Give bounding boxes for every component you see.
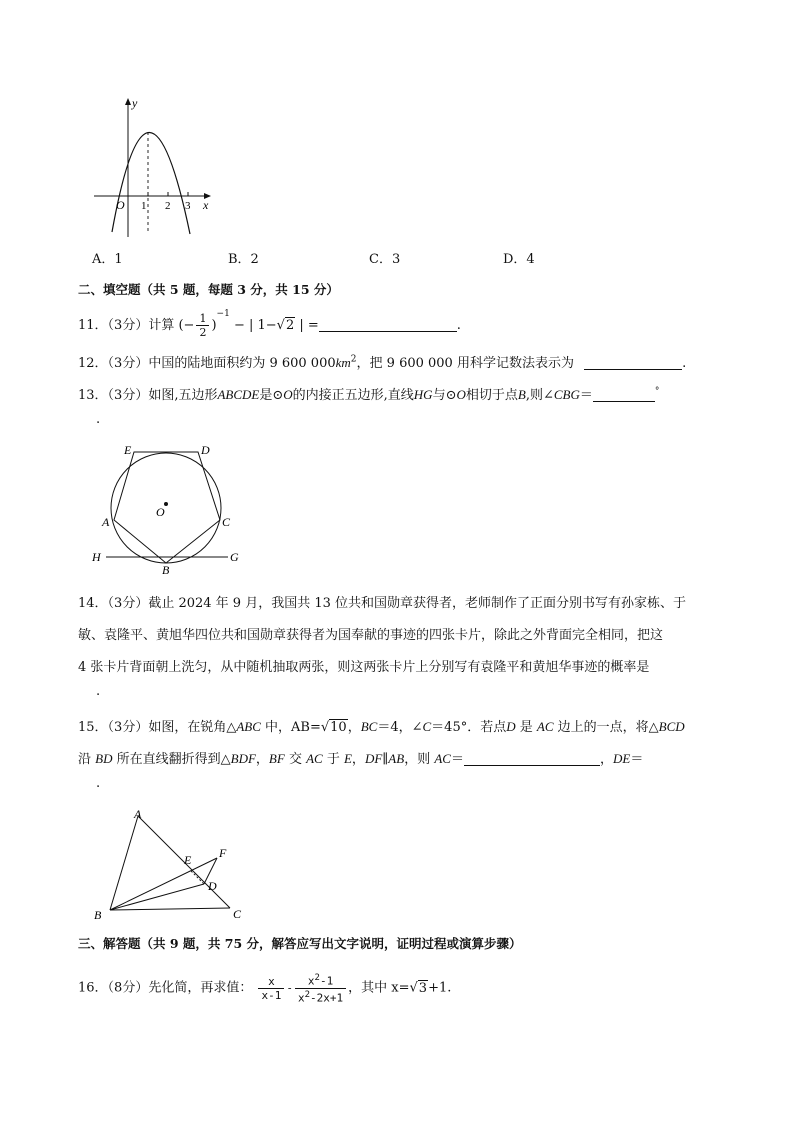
question-14-line-1: 14．（3分）截止 2024 年 9 月，我国共 13 位共和国勋章获得者，老师制作了正面分别书写有孙家栋、于 bbox=[78, 596, 687, 611]
choice-c: C．3 bbox=[369, 252, 401, 267]
q15-bf: BF bbox=[268, 751, 285, 766]
q12-unit: km bbox=[335, 355, 351, 370]
tri-label-f: F bbox=[219, 846, 227, 860]
q15-t4: ＝4，∠ bbox=[377, 720, 423, 735]
q13-text-2: 是⊙ bbox=[259, 388, 284, 403]
q16-text: 16．（8分）先化简，再求值： bbox=[78, 980, 253, 996]
question-12 bbox=[78, 352, 686, 371]
q15-u9: ＝ bbox=[450, 752, 464, 767]
q15-ac: AC bbox=[536, 719, 554, 734]
q15-ab: AB bbox=[388, 751, 405, 766]
q15-bd: BD bbox=[95, 751, 113, 766]
label-g: G bbox=[230, 550, 239, 564]
q15-u1: 沿 bbox=[78, 752, 96, 767]
label-e: E bbox=[124, 443, 132, 457]
choice-a: A．1 bbox=[92, 252, 123, 267]
pentagon-circle-figure bbox=[88, 440, 248, 580]
q16-root: 3 bbox=[418, 980, 428, 996]
q16-tail: ，其中 x= bbox=[348, 980, 410, 996]
q13-b: B bbox=[517, 387, 526, 402]
q13-degree: ° bbox=[654, 386, 660, 397]
tri-label-c: C bbox=[233, 907, 242, 921]
q16-f1-num: x bbox=[258, 975, 284, 989]
parabola-graph bbox=[90, 92, 220, 240]
q16-f2-num-sup: 2 bbox=[314, 973, 320, 983]
label-c: C bbox=[222, 515, 231, 529]
triangle-figure bbox=[90, 802, 250, 928]
q11-number: 11． bbox=[78, 318, 108, 333]
q16-f2-den-sup: 2 bbox=[304, 989, 311, 1000]
q15-t5: ＝45°．若点 bbox=[431, 720, 507, 735]
q15-t7: 边上的一点，将△ bbox=[553, 720, 659, 735]
q15-u8: ，则 bbox=[404, 752, 435, 767]
q15-t6: 是 bbox=[515, 720, 537, 735]
axis-x-label: x bbox=[203, 198, 209, 212]
q15-e: E bbox=[343, 751, 352, 766]
q11-rparen: ) bbox=[211, 318, 217, 333]
q11-score: （3分）计算 bbox=[107, 318, 175, 333]
q16-f2-den-tail: -2x+1 bbox=[310, 991, 344, 1005]
q11-frac-den: 2 bbox=[199, 326, 207, 339]
q15-bc: BC bbox=[360, 719, 378, 734]
tick-1-label: 1 bbox=[141, 200, 147, 212]
q15-d: D bbox=[506, 719, 516, 734]
q16-fraction-2 bbox=[295, 972, 346, 1004]
question-14-line-3: 4 张卡片背面朝上洗匀，从中随机抽取两张，则这两张卡片上分别写有袁隆平和黄旭华事迹的概率是 bbox=[78, 660, 650, 675]
q16-end: +1. bbox=[428, 980, 452, 996]
question-11: 11．（3分）计算 (− $\frac{1}{2}$ )$^{-1}$ − | 1−√2 | = . bbox=[78, 308, 461, 339]
q16-fraction-1 bbox=[258, 975, 284, 1002]
q13-text-6: ,则∠ bbox=[525, 388, 554, 403]
q13-text-4: 与⊙ bbox=[432, 388, 457, 403]
q13-text-5: 相切于点 bbox=[465, 388, 518, 403]
q12-answer-blank[interactable] bbox=[584, 355, 682, 370]
q13-o2: O bbox=[456, 387, 466, 402]
q13-text-1: （3分）如图,五边形 bbox=[107, 388, 218, 403]
question-14-line-2: 敏、袁隆平、黄旭华四位共和国勋章获得者为国奉献的事迹的四张卡片，除此之外背面完全相同，把这 bbox=[78, 628, 664, 643]
q11-frac-num: 1 bbox=[196, 312, 209, 326]
tick-3-label: 3 bbox=[185, 200, 191, 212]
q13-trailing-dot: . bbox=[96, 412, 101, 427]
label-o: O bbox=[156, 505, 165, 519]
q11-root: 2 bbox=[285, 318, 295, 333]
tri-label-e: E bbox=[184, 853, 192, 867]
q15-u3: ， bbox=[255, 752, 269, 767]
tick-2-label: 2 bbox=[165, 200, 171, 212]
q12-text: （3分）中国的陆地面积约为 9 600 000 bbox=[107, 356, 336, 371]
tri-label-b: B bbox=[94, 908, 102, 922]
choice-b: B．2 bbox=[228, 252, 259, 267]
question-13 bbox=[78, 384, 659, 403]
q15-u5: 于 bbox=[322, 752, 344, 767]
choice-d: D．4 bbox=[503, 252, 535, 267]
q15-ac2: AC bbox=[306, 751, 323, 766]
q16-f2-num-tail: -1 bbox=[319, 974, 334, 988]
q11-end: . bbox=[456, 318, 461, 333]
q15-t2: 中，AB= bbox=[260, 720, 321, 735]
q11-answer-blank[interactable] bbox=[319, 317, 457, 332]
q15-bdf: BDF bbox=[230, 751, 256, 766]
q13-abcde: ABCDE bbox=[217, 387, 260, 402]
q12-unit-sup: 2 bbox=[350, 354, 357, 365]
q13-hg: HG bbox=[413, 387, 433, 402]
q15-c: C bbox=[422, 719, 432, 734]
q14-trailing-dot: . bbox=[96, 684, 101, 699]
question-16: 16．（8分）先化简，再求值： $\frac{x}{x-1}$ - $\frac{x^2-1}{x^2-2x+1}$ ，其中 x=√3+1. bbox=[78, 973, 452, 1005]
tri-label-a: A bbox=[134, 807, 142, 821]
q15-answer-blank-ac[interactable] bbox=[464, 751, 600, 766]
q15-df: DF bbox=[364, 751, 383, 766]
q15-abc: ABC bbox=[236, 719, 261, 734]
label-h: H bbox=[92, 550, 101, 564]
q15-de: DE bbox=[612, 751, 631, 766]
origin-label: O bbox=[116, 198, 125, 212]
q13-text-3: 的内接正五边形,直线 bbox=[292, 388, 414, 403]
q15-root: 10 bbox=[330, 720, 347, 735]
label-a: A bbox=[102, 515, 110, 529]
q16-f2-num-x: x bbox=[307, 974, 315, 988]
label-d: D bbox=[201, 443, 210, 457]
q11-neg: − bbox=[183, 318, 195, 333]
q15-t1: 15．（3分）如图，在锐角△ bbox=[78, 720, 237, 735]
tri-label-d: D bbox=[208, 879, 217, 893]
q13-cbg: CBG bbox=[553, 387, 580, 402]
q11-lparen: ( bbox=[178, 318, 184, 333]
q13-answer-blank[interactable] bbox=[593, 387, 655, 402]
label-b: B bbox=[162, 563, 170, 577]
q13-number: 13． bbox=[78, 388, 108, 403]
q13-o: O bbox=[283, 387, 293, 402]
q15-u10: ， bbox=[599, 752, 613, 767]
q15-bcd: BCD bbox=[658, 719, 685, 734]
q15-u2: 所在直线翻折得到△ bbox=[112, 752, 231, 767]
q15-u7: ∥ bbox=[382, 752, 389, 767]
q16-f2-den-x: x bbox=[297, 991, 305, 1005]
question-15-line-2 bbox=[78, 748, 643, 767]
q15-trailing-dot: . bbox=[96, 776, 101, 791]
question-15-line-1: 15．（3分）如图，在锐角△ABC 中，AB=√10，BC＝4，∠C＝45°．若点D 是 AC 边上的一点，将△BCD bbox=[78, 719, 685, 735]
q15-u11: ＝ bbox=[630, 752, 644, 767]
section-3-heading: 三、解答题（共 9 题，共 75 分，解答应写出文字说明，证明过程或演算步骤） bbox=[78, 936, 522, 951]
q15-u6: ， bbox=[351, 752, 365, 767]
q12-text2: ，把 9 600 000 用科学记数法表示为 bbox=[356, 356, 574, 371]
q11-fraction bbox=[196, 312, 209, 339]
q12-end: . bbox=[682, 356, 687, 371]
q11-tail: | = bbox=[295, 318, 319, 333]
q15-t3: ， bbox=[347, 720, 361, 735]
section-2-heading: 二、填空题（共 5 题，每题 3 分，共 15 分） bbox=[78, 282, 339, 297]
q11-minus: − | 1− bbox=[229, 318, 277, 333]
q15-u4: 交 bbox=[284, 752, 307, 767]
q15-ac3: AC bbox=[434, 751, 451, 766]
q16-f1-den: x-1 bbox=[261, 988, 282, 1002]
q12-number: 12． bbox=[78, 356, 108, 371]
q13-text-7: ＝ bbox=[579, 388, 593, 403]
axis-y-label: y bbox=[132, 96, 138, 110]
q11-exponent: −1 bbox=[216, 308, 230, 319]
